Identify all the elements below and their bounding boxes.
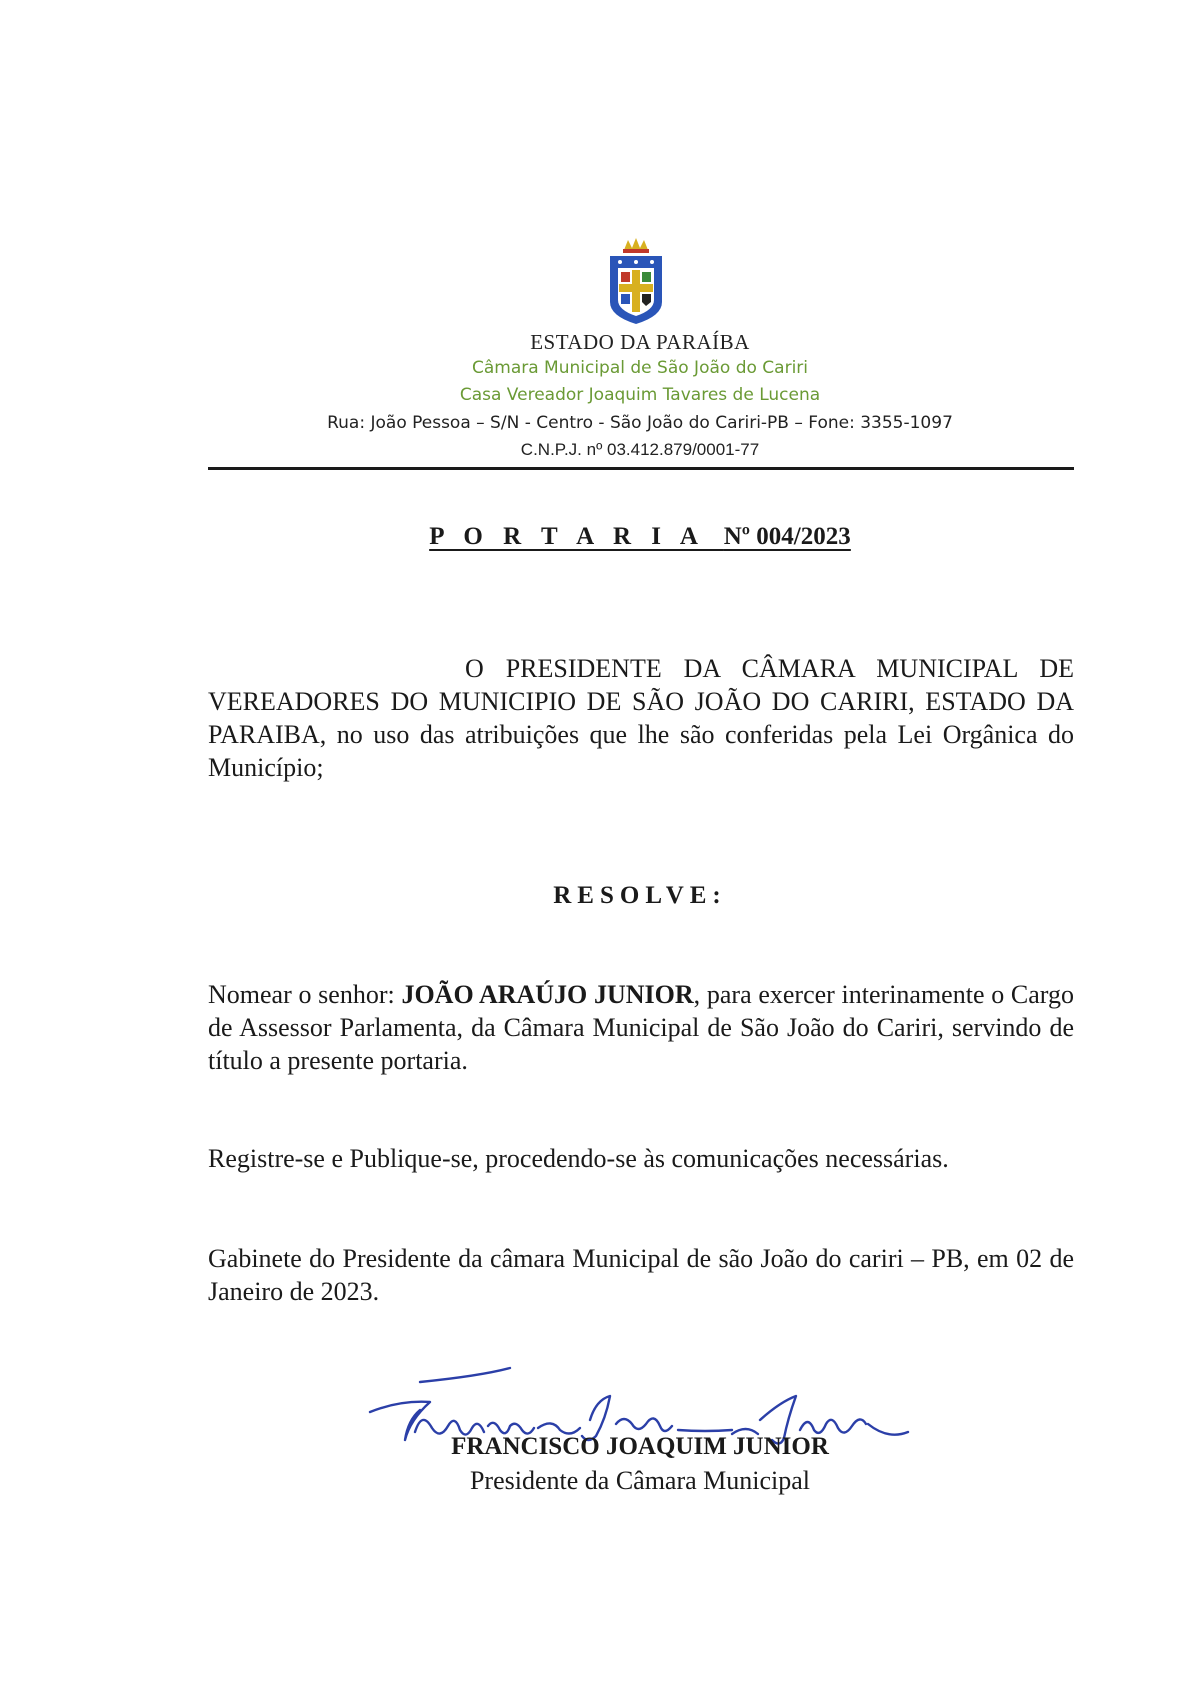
document-title bbox=[200, 523, 1080, 551]
office-date-paragraph: Gabinete do Presidente da câmara Municipal de são João do cariri – PB, em 02 de Janeiro de 2023. bbox=[208, 1244, 1074, 1306]
appointment-lead: Nomear o senhor: bbox=[208, 980, 402, 1009]
letterhead-house: Casa Vereador Joaquim Tavares de Lucena bbox=[459, 385, 821, 405]
letterhead-chamber: Câmara Municipal de São João do Cariri bbox=[471, 358, 809, 378]
signatory-name: FRANCISCO JOAQUIM JUNIOR bbox=[451, 1433, 829, 1460]
signatory-role: Presidente da Câmara Municipal bbox=[469, 1466, 811, 1495]
letterhead-state: ESTADO DA PARAÍBA bbox=[530, 330, 750, 354]
title-word: P O R T A R I A Nº 004/2023 bbox=[429, 523, 851, 550]
appointee-name: JOÃO ARAÚJO JUNIOR bbox=[401, 980, 694, 1009]
appointment-paragraph bbox=[208, 978, 1074, 1077]
letterhead-divider bbox=[208, 467, 1074, 470]
intro-paragraph: O PRESIDENTE DA CÂMARA MUNICIPAL DE VEREADORES DO MUNICIPIO DE SÃO JOÃO DO CARIRI, ESTADO DA PARAIBA, no uso das atribuições que lhe são conferidas pela Lei Orgânica do Município; bbox=[208, 654, 1074, 782]
municipal-coat-of-arms-icon bbox=[606, 236, 666, 326]
letterhead-address: Rua: João Pessoa – S/N - Centro - São João do Cariri-PB – Fone: 3355-1097 bbox=[327, 413, 953, 433]
register-paragraph: Registre-se e Publique-se, procedendo-se às comunicações necessárias. bbox=[208, 1144, 949, 1173]
resolve-heading: RESOLVE: bbox=[553, 882, 727, 909]
letterhead-cnpj: C.N.P.J. nº 03.412.879/0001-77 bbox=[520, 440, 760, 459]
title-number: Nº 004/2023 bbox=[723, 523, 851, 550]
appointment-text: , para exercer interinamente o Cargo de Assessor Parlamenta, da Câmara Municipal de São João do Cariri, servindo de título a presente portaria. bbox=[208, 980, 1074, 1075]
